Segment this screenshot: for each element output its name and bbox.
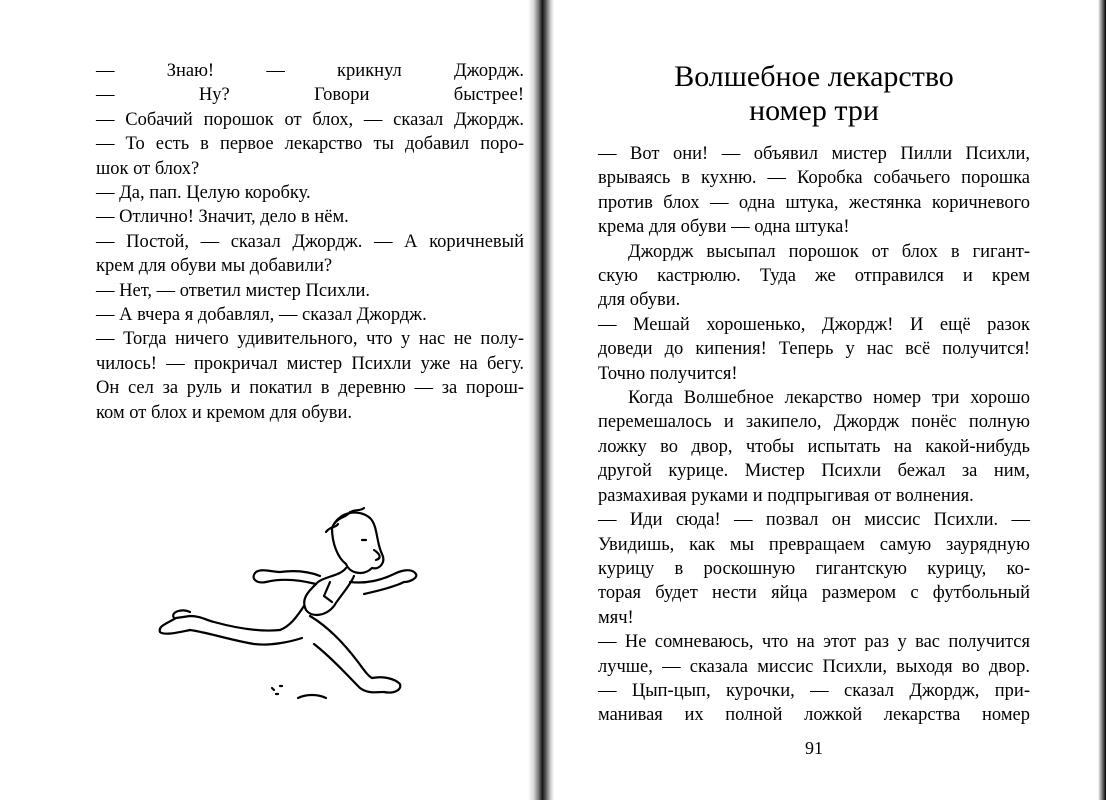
- text-line: скую кастрюлю. Туда же отправился и крем: [598, 266, 1030, 287]
- text-line: — Не сомневаюсь, что на этот раз у вас получится: [598, 632, 1030, 653]
- chapter-title-line-1: Волшебное лекарство: [674, 60, 954, 93]
- text-line: перемешалось и закипело, Джордж понёс полную: [598, 412, 1030, 433]
- text-line: крема для обуви — одна штука!: [598, 217, 850, 238]
- running-man-illustration: [150, 498, 440, 718]
- right-page-text: [598, 142, 1030, 728]
- text-line: доведи до кипения! Теперь у нас всё получится!: [598, 339, 1030, 360]
- text-line: — Ну? Говори быстрее!: [96, 85, 524, 106]
- text-line: — Знаю! — крикнул Джордж.: [96, 61, 524, 81]
- text-line: крем для обуви мы добавили?: [96, 256, 333, 277]
- text-line: — Отлично! Значит, дело в нём.: [96, 207, 349, 228]
- text-line: торая будет нести яйца размером с футбольный: [598, 583, 1030, 604]
- text-line: — Собачий порошок от блох, — сказал Джордж.: [96, 109, 524, 130]
- page-number: 91: [805, 738, 823, 758]
- text-line: Точно получится!: [598, 363, 738, 384]
- text-line: врываясь в кухню. — Коробка собачьего порошка: [598, 168, 1030, 189]
- chapter-title-line-2: номер три: [749, 94, 879, 127]
- text-line: против блох — одна штука, жестянка коричневого: [598, 192, 1030, 213]
- text-line: — То есть в первое лекарство ты добавил поро-: [96, 134, 524, 155]
- text-line: другой курице. Мистер Психли бежал за ним,: [598, 461, 1030, 482]
- text-line: чилось! — прокричал мистер Психли уже на бегу.: [96, 353, 524, 374]
- text-line: — Вот они! — объявил мистер Пилли Психли,: [598, 144, 1030, 164]
- right-page: [598, 0, 1030, 800]
- text-line: Джордж высыпал порошок от блох в гигант-: [628, 241, 1030, 262]
- text-line: для обуви.: [598, 290, 681, 311]
- text-line: шок от блох?: [96, 158, 200, 179]
- book-gutter-shadow-right: [542, 0, 554, 800]
- text-line: размахивая руками и подпрыгивая от волнения.: [598, 485, 974, 506]
- left-page-text: [96, 59, 524, 425]
- text-line: мяч!: [598, 607, 634, 628]
- text-line: курицу в роскошную гигантскую курицу, ко-: [598, 558, 1030, 579]
- chapter-title: [598, 60, 1030, 128]
- book-gutter-shadow-left: [528, 0, 542, 800]
- text-line: — Цып-цып, курочки, — сказал Джордж, при-: [598, 680, 1030, 701]
- text-line: — Нет, — ответил мистер Психли.: [96, 280, 371, 301]
- text-line: — Тогда ничего удивительного, что у нас не полу-: [96, 329, 524, 350]
- text-line: — Да, пап. Целую коробку.: [96, 183, 311, 204]
- text-line: ложку во двор, чтобы испытать на какой-нибудь: [598, 436, 1030, 457]
- text-line: Когда Волшебное лекарство номер три хорошо: [628, 388, 1030, 409]
- text-line: — Постой, — сказал Джордж. — А коричневый: [96, 231, 524, 252]
- text-line: лучше, — сказала миссис Психли, выходя во двор.: [598, 656, 1030, 677]
- text-line: Он сел за руль и покатил в деревню — за порош-: [96, 378, 524, 399]
- text-line: — Мешай хорошенько, Джордж! И ещё разок: [598, 314, 1030, 335]
- text-line: — Иди сюда! — позвал он миссис Психли. —: [598, 510, 1030, 531]
- text-line: — А вчера я добавлял, — сказал Джордж.: [96, 305, 427, 326]
- text-line: Увидишь, как мы превращаем самую заурядную: [598, 534, 1030, 555]
- text-line: манивая их полной ложкой лекарства номер: [598, 705, 1030, 726]
- page-edge-shadow: [1098, 0, 1106, 800]
- text-line: ком от блох и кремом для обуви.: [96, 402, 353, 423]
